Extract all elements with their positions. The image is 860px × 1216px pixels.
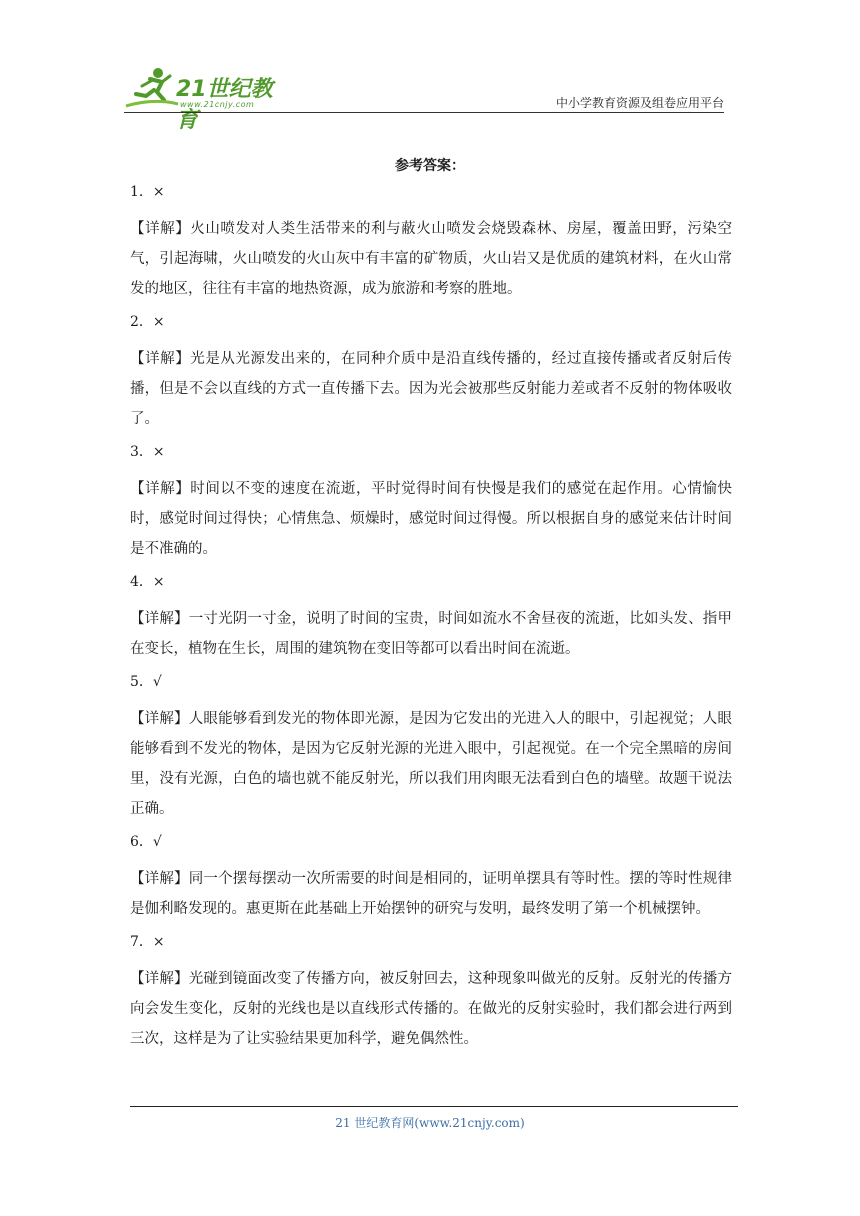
answer-item: [130, 310, 732, 434]
answer-detail: 【详解】同一个摆每摆动一次所需要的时间是相同的，证明单摆具有等时性。摆的等时性规律是伽利略发现的。惠更斯在此基础上开始摆钟的研究与发明，最终发明了第一个机械摆钟。: [130, 871, 732, 917]
answer-item: [130, 570, 732, 664]
answer-detail: 【详解】人眼能够看到发光的物体即光源，是因为它发出的光进入人的眼中，引起视觉；人眼能够看到不发光的物体，是因为它反射光源的光进入眼中，引起视觉。在一个完全黑暗的房间里，没有光源，白色的墙也就不能反射光，所以我们用肉眼无法看到白色的墙壁。故题干说法正确。: [130, 711, 732, 817]
site-logo: [124, 64, 294, 133]
answer-item: [130, 180, 732, 304]
answer-detail: 【详解】火山喷发对人类生活带来的利与蔽火山喷发会烧毁森林、房屋，覆盖田野，污染空气，引起海啸，火山喷发的火山灰中有丰富的矿物质，火山岩又是优质的建筑材料，在火山常发的地区，往往有丰富的地热资源，成为旅游和考察的胜地。: [130, 221, 732, 297]
page-title: 参考答案：: [395, 158, 465, 174]
answer-number: 7．×: [130, 934, 165, 950]
footer-divider: [130, 1106, 738, 1107]
runner-logo-icon: [124, 64, 180, 112]
answer-number: 3．×: [130, 444, 165, 460]
answer-item: [130, 830, 732, 924]
answer-item: [130, 670, 732, 824]
answer-number: 1．×: [130, 184, 165, 200]
answer-detail: 【详解】时间以不变的速度在流逝，平时觉得时间有快慢是我们的感觉在起作用。心情愉快时，感觉时间过得快；心情焦急、烦燥时，感觉时间过得慢。所以根据自身的感觉来估计时间是不准确的。: [130, 481, 732, 557]
footer-link[interactable]: 21 世纪教育网(www.21cnjy.com): [335, 1116, 525, 1130]
answer-detail: 【详解】光碰到镜面改变了传播方向，被反射回去，这种现象叫做光的反射。反射光的传播方向会发生变化，反射的光线也是以直线形式传播的。在做光的反射实验时，我们都会进行两到三次，这样是为了让实验结果更加科学，避免偶然性。: [130, 971, 732, 1047]
answer-number: 2．×: [130, 314, 165, 330]
answer-item: [130, 440, 732, 564]
answer-list: [130, 180, 732, 1060]
answer-number: 5．√: [130, 674, 162, 690]
platform-name: 中小学教育资源及组卷应用平台: [555, 96, 724, 110]
answer-detail: 【详解】一寸光阴一寸金，说明了时间的宝贵，时间如流水不舍昼夜的流逝，比如头发、指甲在变长，植物在生长，周围的建筑物在变旧等都可以看出时间在流逝。: [130, 611, 732, 657]
page-header: [124, 64, 724, 133]
answer-number: 6．√: [130, 834, 162, 850]
answer-item: [130, 930, 732, 1054]
logo-text: 21世纪教育: [176, 77, 273, 133]
logo-url: www.21cnjy.com: [180, 100, 255, 109]
header-divider: [124, 112, 724, 113]
answer-detail: 【详解】光是从光源发出来的，在同种介质中是沿直线传播的，经过直接传播或者反射后传播，但是不会以直线的方式一直传播下去。因为光会被那些反射能力差或者不反射的物体吸收了。: [130, 351, 732, 427]
answer-number: 4．×: [130, 574, 165, 590]
